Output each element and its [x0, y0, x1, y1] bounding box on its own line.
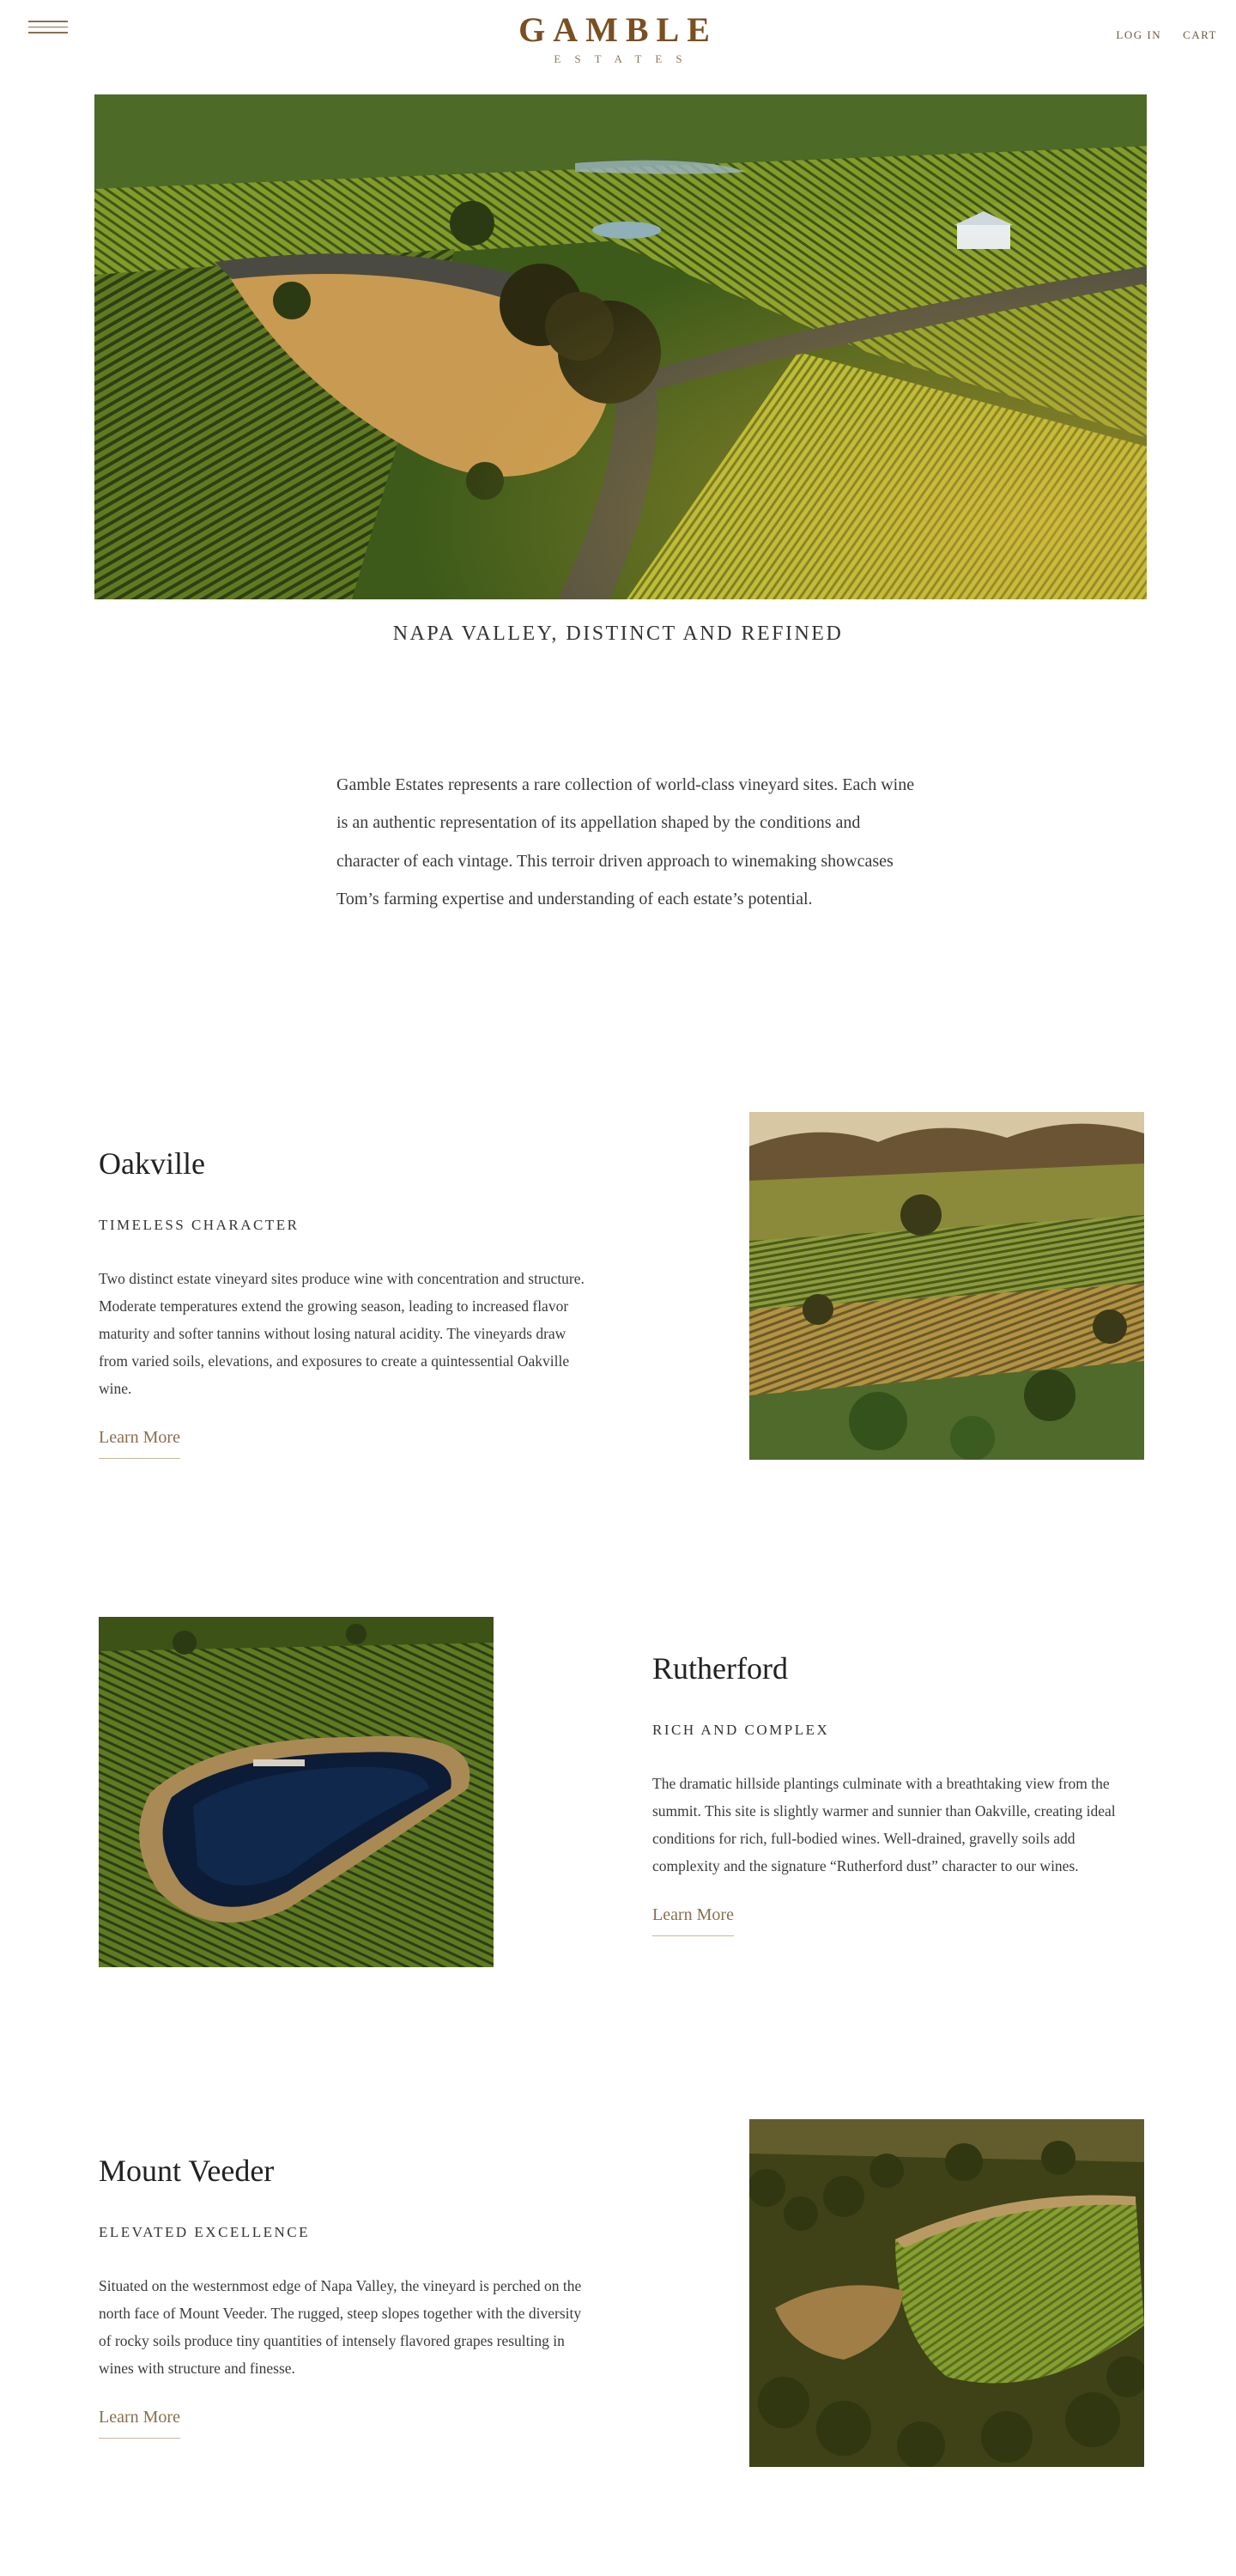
section-mount-veeder — [99, 2154, 597, 2439]
logo-wordmark: GAMBLE — [518, 10, 718, 49]
site-header — [0, 0, 1236, 86]
brand-logo[interactable] — [0, 10, 1236, 66]
section-title: Oakville — [99, 1146, 205, 1181]
login-link[interactable]: LOG IN — [1116, 28, 1162, 41]
section-title: Rutherford — [652, 1651, 788, 1686]
section-body: Two distinct estate vineyard sites produce wine with concentration and structure. Moderate temperatures extend the growing season, leading to increased flavor maturity and softer tannins without losing natural acidity. The vineyards draw from varied soils, elevations, and exposures to create a quintessential Oakville wine. — [99, 1270, 585, 1397]
section-body: The dramatic hillside plantings culminate with a breathtaking view from the summit. This site is slightly warmer and sunnier than Oakville, creating ideal conditions for rich, full-bodied wines. Well-drained, gravelly soils add complexity and the signature “Rutherford dust” character to our wines. — [652, 1775, 1116, 1874]
section-subtitle: TIMELESS CHARACTER — [99, 1217, 300, 1233]
rutherford-reservoir-image — [99, 1617, 494, 1967]
section-subtitle: ELEVATED EXCELLENCE — [99, 2224, 310, 2240]
section-body: Situated on the westernmost edge of Napa Valley, the vineyard is perched on the north face of Mount Veeder. The rugged, steep slopes together with the diversity of rocky soils produce tiny quantities of intensely flavored grapes resulting in wines with structure and finesse. — [99, 2277, 582, 2377]
hero-vineyard-image — [94, 94, 1147, 599]
account-nav — [1116, 28, 1217, 42]
learn-more-link[interactable]: Learn More — [99, 1428, 180, 1459]
logo-subtitle: ESTATES — [554, 52, 696, 65]
section-subtitle: RICH AND COMPLEX — [652, 1722, 830, 1738]
section-rutherford — [652, 1651, 1146, 1936]
intro-paragraph: Gamble Estates represents a rare collection of world-class vineyard sites. Each wine is an authentic representation of its appellation shaped by the conditions and character of each vintage. This terroir driven approach to winemaking showcases Tom’s farming expertise and understanding of each estate’s potential. — [336, 775, 915, 909]
learn-more-link[interactable]: Learn More — [652, 1905, 734, 1936]
learn-more-link[interactable]: Learn More — [99, 2408, 180, 2439]
section-oakville — [99, 1146, 588, 1459]
oakville-vineyard-image — [749, 1112, 1144, 1460]
section-title: Mount Veeder — [99, 2154, 275, 2188]
hero-tagline: NAPA VALLEY, DISTINCT AND REFINED — [392, 623, 844, 645]
cart-link[interactable]: CART — [1183, 28, 1217, 41]
mount-veeder-vineyard-image — [749, 2119, 1144, 2467]
